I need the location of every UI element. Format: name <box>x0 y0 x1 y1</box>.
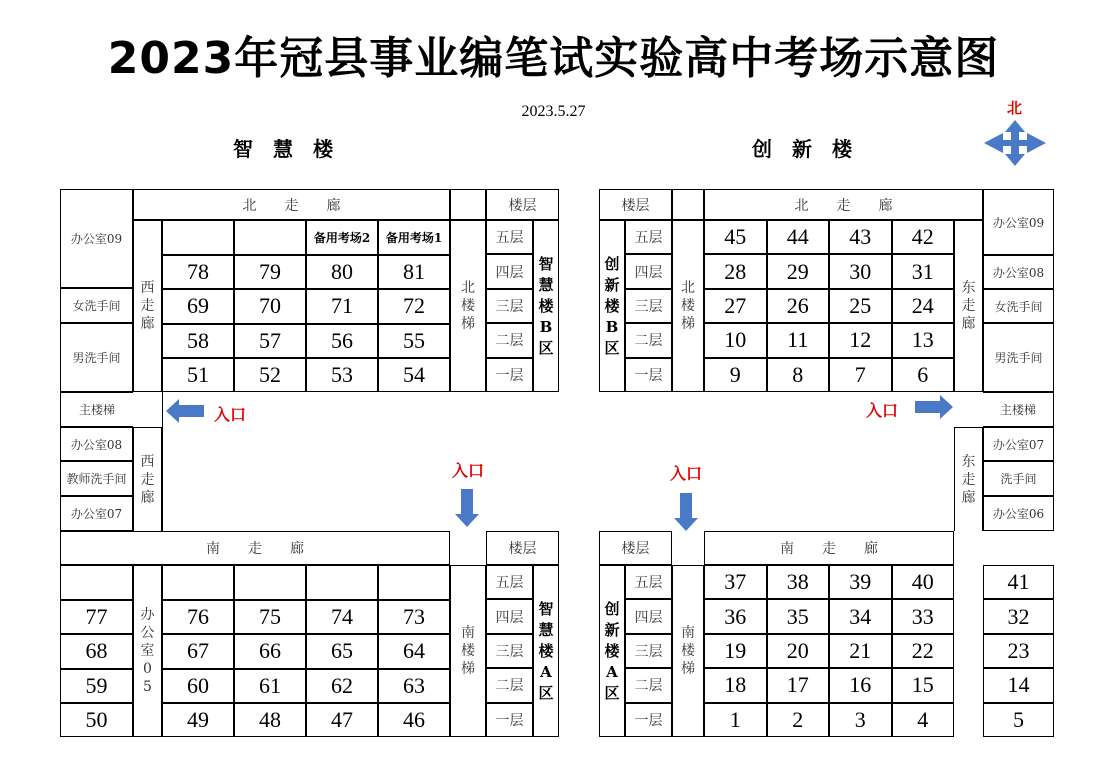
floor-label: 三层 <box>625 289 672 323</box>
floor-header-zh-b: 楼层 <box>486 189 559 220</box>
exam-room: 37 <box>704 565 767 599</box>
floor-label: 四层 <box>486 254 533 288</box>
exam-room: 7 <box>829 358 892 392</box>
floor-label: 三层 <box>625 634 672 668</box>
building-name-left: 智 慧 楼 <box>233 137 333 161</box>
floor-label: 二层 <box>625 323 672 357</box>
north-label: 北 <box>1007 99 1023 117</box>
floor-label: 五层 <box>625 220 672 254</box>
room-office-07-left: 办公室07 <box>60 496 133 531</box>
exam-room: 32 <box>983 599 1054 633</box>
west-corridor-bottom <box>133 427 162 531</box>
floor-label: 一层 <box>486 358 533 392</box>
exam-room: 17 <box>767 668 830 702</box>
exam-room: 51 <box>162 358 234 392</box>
exam-room: 45 <box>704 220 767 254</box>
building-name-right: 创 新 楼 <box>752 137 852 161</box>
exam-room: 68 <box>60 634 133 668</box>
exam-room: 56 <box>306 324 378 358</box>
exam-room: 31 <box>892 254 955 288</box>
exam-room: 79 <box>234 255 306 289</box>
floor-label: 四层 <box>625 254 672 288</box>
exam-room: 23 <box>983 634 1054 668</box>
exam-room: 66 <box>234 634 306 668</box>
floor-label: 五层 <box>486 565 533 599</box>
exam-room: 47 <box>306 703 378 737</box>
exam-room: 72 <box>378 289 450 323</box>
exam-room: 1 <box>704 703 767 737</box>
exam-room: 33 <box>892 599 955 633</box>
south-stairs-label-left: 南楼梯 <box>461 625 475 677</box>
exam-room: 22 <box>892 634 955 668</box>
floor-label: 五层 <box>625 565 672 599</box>
north-stairs-left <box>450 220 486 392</box>
exam-room: 29 <box>767 254 830 288</box>
west-corridor-label: 西走廊 <box>140 280 155 332</box>
exam-room: 25 <box>829 289 892 323</box>
floor-header-zh-a: 楼层 <box>486 531 559 565</box>
room-office-09-left: 办公室09 <box>60 189 133 288</box>
exam-room: 11 <box>767 323 830 357</box>
room-men-wc: 男洗手间 <box>60 323 133 392</box>
floor-label: 四层 <box>625 599 672 633</box>
exam-room: 67 <box>162 634 234 668</box>
exam-room: 30 <box>829 254 892 288</box>
entrance-label-south-right: 入口 <box>670 464 703 483</box>
exam-room: 43 <box>829 220 892 254</box>
room-office-07-right: 办公室07 <box>983 427 1054 461</box>
cx-a-wing-label-cell <box>599 565 625 737</box>
exam-room: 69 <box>162 289 234 323</box>
exam-room: 62 <box>306 669 378 703</box>
exam-room: 44 <box>767 220 830 254</box>
exam-room: 28 <box>704 254 767 288</box>
zh-a-west-blank <box>60 565 133 600</box>
office-05-label: 办公室05 <box>140 607 155 695</box>
exam-room: 12 <box>829 323 892 357</box>
room-teacher-wc: 教师洗手间 <box>60 461 133 496</box>
floor-label: 一层 <box>486 703 533 737</box>
north-stairs-label-left: 北楼梯 <box>461 280 475 332</box>
floor-header-cx-b: 楼层 <box>599 189 672 220</box>
exam-room: 65 <box>306 634 378 668</box>
exam-room: 36 <box>704 599 767 633</box>
zh-b-header-blank <box>234 220 306 255</box>
exam-room: 9 <box>704 358 767 392</box>
floor-label: 二层 <box>625 668 672 702</box>
west-corridor-label-bottom: 西走廊 <box>140 453 155 506</box>
exam-room: 64 <box>378 634 450 668</box>
floor-label: 二层 <box>486 323 533 357</box>
room-office-08-left: 办公室08 <box>60 427 133 461</box>
entrance-label-east: 入口 <box>866 401 899 420</box>
room-office-08-right: 办公室08 <box>983 255 1054 289</box>
floor-label: 三层 <box>486 289 533 323</box>
north-stairs-header-right <box>672 189 704 220</box>
exam-room: 40 <box>892 565 955 599</box>
room-office-09-right: 办公室09 <box>983 189 1054 255</box>
floor-label: 二层 <box>486 668 533 702</box>
exam-room: 41 <box>983 565 1054 599</box>
exam-room: 48 <box>234 703 306 737</box>
exam-room: 24 <box>892 289 955 323</box>
date: 2023.5.27 <box>521 103 586 120</box>
exam-room: 63 <box>378 669 450 703</box>
main-stairs-right: 主楼梯 <box>983 392 1054 427</box>
floor-label: 五层 <box>486 220 533 254</box>
exam-room: 73 <box>378 600 450 634</box>
north-stairs-right <box>672 220 704 392</box>
exam-room: 14 <box>983 668 1054 702</box>
exam-room: 54 <box>378 358 450 392</box>
room-wc-right: 洗手间 <box>983 461 1054 496</box>
exam-room: 27 <box>704 289 767 323</box>
exam-room: 80 <box>306 255 378 289</box>
exam-room: 71 <box>306 289 378 323</box>
exam-room: 19 <box>704 634 767 668</box>
exam-room: 75 <box>234 600 306 634</box>
exam-room: 49 <box>162 703 234 737</box>
south-stairs-left <box>450 565 486 737</box>
exam-room: 4 <box>892 703 955 737</box>
entrance-arrow-down-right-icon <box>673 492 699 532</box>
zh-a-header-blank <box>162 565 234 600</box>
zh-b-wing-label: 智慧楼B区 <box>538 254 554 357</box>
room-office-06: 办公室06 <box>983 496 1054 531</box>
zh-b-header-blank <box>162 220 234 255</box>
exam-room: 77 <box>60 600 133 634</box>
exam-room: 55 <box>378 324 450 358</box>
exam-room: 16 <box>829 668 892 702</box>
south-stairs-right <box>672 565 704 737</box>
exam-room: 15 <box>892 668 955 702</box>
exam-room: 39 <box>829 565 892 599</box>
exam-room: 21 <box>829 634 892 668</box>
east-corridor-label-bottom: 东走廊 <box>961 453 976 506</box>
exam-room: 76 <box>162 600 234 634</box>
exam-room: 35 <box>767 599 830 633</box>
exam-room: 59 <box>60 669 133 703</box>
south-corridor-right: 南 走 廊 <box>704 531 954 565</box>
exam-room: 10 <box>704 323 767 357</box>
zh-a-wing-label-cell <box>533 565 559 737</box>
floor-header-cx-a: 楼层 <box>599 531 672 565</box>
page-title: 2023年冠县事业编笔试实验高中考场示意图 <box>107 33 1000 84</box>
exam-room: 74 <box>306 600 378 634</box>
entrance-label-west: 入口 <box>214 405 247 424</box>
entrance-arrow-right-icon <box>914 394 954 420</box>
spare-room-1: 备用考场1 <box>378 220 450 255</box>
entrance-arrow-left-icon <box>166 398 206 424</box>
exam-room: 2 <box>767 703 830 737</box>
floor-label: 一层 <box>625 358 672 392</box>
east-corridor-label: 东走廊 <box>961 280 976 332</box>
floor-label: 三层 <box>486 634 533 668</box>
entrance-label-south-left: 入口 <box>452 461 485 480</box>
east-corridor-bottom <box>954 427 983 531</box>
office-05-cell <box>133 565 162 737</box>
room-women-wc-right: 女洗手间 <box>983 289 1054 323</box>
cx-b-wing-label-cell <box>599 220 625 392</box>
cx-a-wing-label: 创新楼A区 <box>604 599 620 702</box>
west-corridor-top <box>133 220 162 392</box>
exam-room: 78 <box>162 255 234 289</box>
north-corridor-left: 北 走 廊 <box>133 189 450 220</box>
exam-room: 70 <box>234 289 306 323</box>
room-men-wc-right: 男洗手间 <box>983 323 1054 392</box>
south-corridor-left: 南 走 廊 <box>60 531 450 565</box>
zh-a-wing-label: 智慧楼A区 <box>538 599 554 702</box>
exam-room: 57 <box>234 324 306 358</box>
exam-room: 8 <box>767 358 830 392</box>
north-corridor-right: 北 走 廊 <box>704 189 983 220</box>
main-stairs: 主楼梯 <box>60 392 133 427</box>
room-women-wc: 女洗手间 <box>60 288 133 323</box>
exam-room: 50 <box>60 703 133 737</box>
north-stairs-header-left <box>450 189 486 220</box>
zh-a-header-blank <box>378 565 450 600</box>
spare-room-2: 备用考场2 <box>306 220 378 255</box>
exam-room: 26 <box>767 289 830 323</box>
entrance-arrow-down-left-icon <box>454 488 480 528</box>
exam-room: 46 <box>378 703 450 737</box>
exam-room: 81 <box>378 255 450 289</box>
courtyard-left-edge <box>162 392 163 531</box>
zh-a-header-blank <box>306 565 378 600</box>
exam-room: 38 <box>767 565 830 599</box>
exam-room: 61 <box>234 669 306 703</box>
zh-a-header-blank <box>234 565 306 600</box>
exam-room: 18 <box>704 668 767 702</box>
exam-room: 20 <box>767 634 830 668</box>
zh-b-wing-label-cell <box>533 220 559 392</box>
exam-room: 3 <box>829 703 892 737</box>
exam-room: 5 <box>983 703 1054 737</box>
south-stairs-label-right: 南楼梯 <box>681 625 695 677</box>
north-stairs-label-right: 北楼梯 <box>681 280 695 332</box>
cx-b-wing-label: 创新楼B区 <box>604 254 620 357</box>
floor-label: 一层 <box>625 703 672 737</box>
compass-arrows-icon <box>982 118 1048 168</box>
exam-room: 42 <box>892 220 955 254</box>
exam-room: 60 <box>162 669 234 703</box>
floor-label: 四层 <box>486 599 533 633</box>
exam-room: 34 <box>829 599 892 633</box>
exam-room: 13 <box>892 323 955 357</box>
exam-room: 52 <box>234 358 306 392</box>
east-corridor-top <box>954 220 983 392</box>
exam-room: 58 <box>162 324 234 358</box>
exam-room: 53 <box>306 358 378 392</box>
exam-room: 6 <box>892 358 955 392</box>
